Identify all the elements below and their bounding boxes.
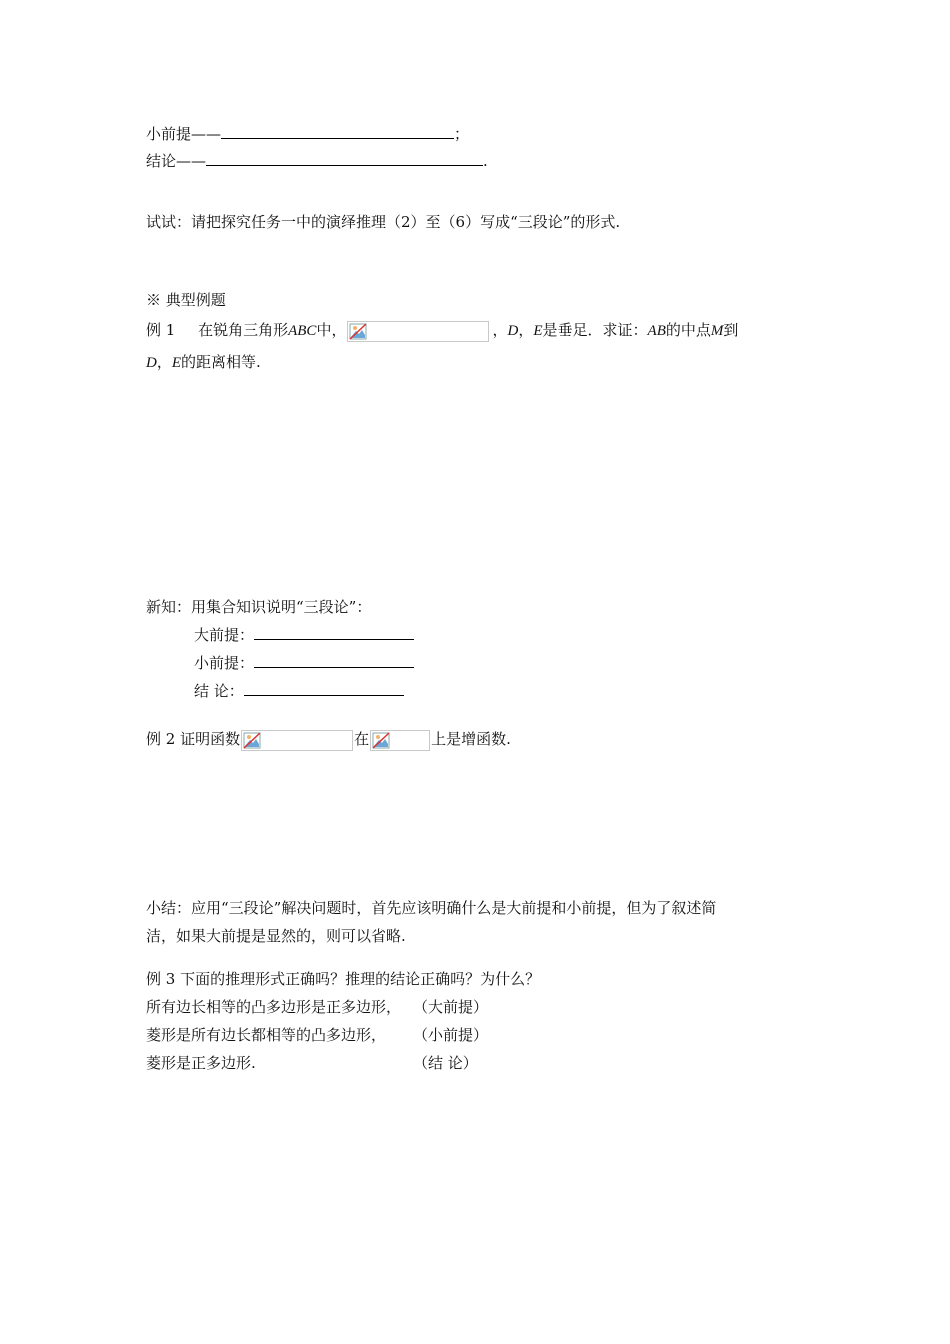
example3-row1 (146, 997, 401, 1017)
major-premise-label: 大前提： (194, 626, 255, 644)
example3-question: 例 3 下面的推理形式正确吗？推理的结论正确吗？为什么？ (146, 970, 541, 988)
point-d: D (146, 355, 157, 371)
conclusion-blank (206, 150, 483, 166)
example1-text: 的中点 (665, 321, 711, 339)
minor-premise-end: ； (454, 125, 470, 143)
conclusion-tag: （结 论） (413, 1054, 478, 1072)
example1-text: ， (518, 321, 534, 339)
broken-image-icon (349, 323, 367, 340)
interval-formula-image (370, 730, 430, 751)
conclusion-row (194, 680, 404, 701)
formula-image (347, 321, 489, 342)
triangle-abc: ABC (288, 323, 317, 339)
point-d: D (507, 323, 519, 339)
example1-text: 是垂足．求证： (542, 321, 648, 339)
function-formula-image (241, 730, 353, 751)
example3-row3 (146, 1053, 256, 1073)
example3-row2 (146, 1025, 386, 1045)
new-knowledge-title: 新知：用集合知识说明“三段论”： (146, 598, 372, 616)
example1-text: ， (492, 321, 508, 339)
minor-premise-line (146, 123, 469, 144)
try-instruction: 试试：请把探究任务一中的演绎推理（2）至（6）写成“三段论”的形式. (146, 213, 621, 231)
conclusion-line (146, 150, 488, 171)
example1-text: 的距离相等. (181, 353, 261, 371)
point-e: E (533, 323, 543, 339)
major-premise-row (194, 624, 414, 645)
example1-text: 在锐角三角形 (198, 321, 289, 339)
conclusion-label: 结 论： (194, 682, 244, 700)
example1-text: 中， (316, 321, 347, 339)
major-premise-tag: （大前提） (413, 998, 489, 1016)
example2-text: 在 (354, 730, 370, 748)
example1-text: 到 (723, 321, 739, 339)
segment-ab: AB (647, 323, 666, 339)
major-premise-blank (254, 624, 414, 640)
summary-line1: 小结：应用“三段论”解决问题时，首先应该明确什么是大前提和小前提，但为了叙述简 (146, 899, 717, 917)
example1-line1 (146, 320, 738, 342)
conclusion-label: 结论—— (146, 152, 207, 170)
minor-premise-label: 小前提—— (146, 125, 222, 143)
broken-image-icon (372, 732, 390, 749)
example2-line (146, 729, 511, 751)
example1-line2 (146, 352, 261, 373)
minor-premise-blank (221, 123, 454, 139)
major-premise-statement: 所有边长相等的凸多边形是正多边形， (146, 998, 402, 1016)
example1-label: 例 1 (146, 321, 176, 339)
example2-text: 例 2 证明函数 (146, 730, 241, 748)
conclusion-statement: 菱形是正多边形. (146, 1054, 256, 1072)
conclusion-blank (244, 680, 404, 696)
minor-premise-row (194, 652, 414, 673)
conclusion-end: . (483, 152, 488, 170)
example1-text: ， (156, 353, 172, 371)
point-e: E (171, 355, 182, 371)
minor-premise-label: 小前提： (194, 654, 255, 672)
broken-image-icon (243, 732, 261, 749)
summary-line2: 洁，如果大前提是显然的，则可以省略. (146, 927, 406, 945)
point-m: M (710, 323, 724, 339)
minor-premise-tag: （小前提） (413, 1026, 489, 1044)
section-heading: ※ 典型例题 (146, 291, 226, 309)
minor-premise-statement: 菱形是所有边长都相等的凸多边形， (146, 1026, 387, 1044)
example2-text: 上是增函数. (431, 730, 511, 748)
minor-premise-blank (254, 652, 414, 668)
